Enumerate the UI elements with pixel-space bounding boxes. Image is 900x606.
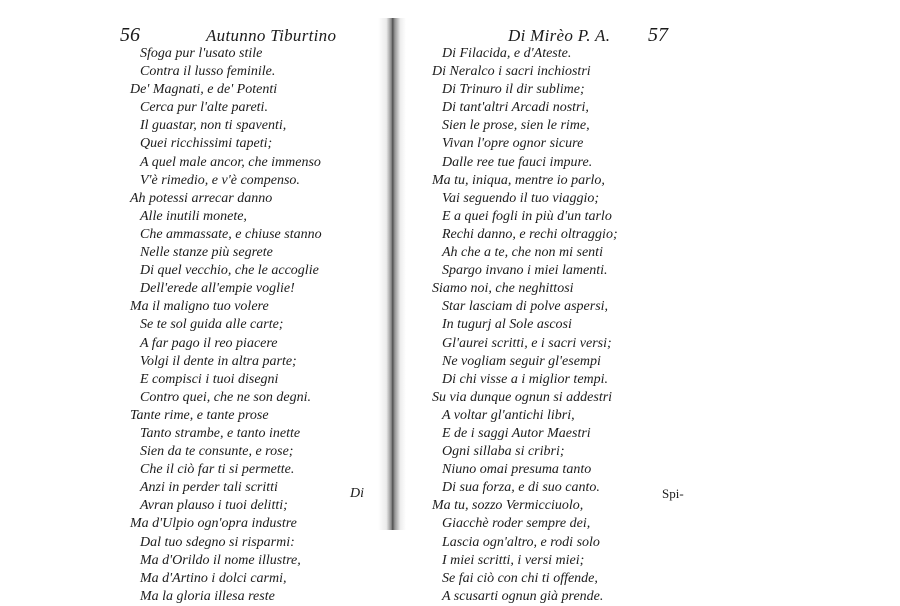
verse-line: Ma tu, iniqua, mentre io parlo, [432,172,605,188]
verse-line: E de i saggi Autor Maestri [442,425,591,441]
left-catchword: Di [350,486,364,501]
verse-line: Se fai ciò con chi ti offende, [442,570,598,586]
verse-line: Su via dunque ognun si addestri [432,389,613,405]
verse-line: In tugurj al Sole ascosi [442,317,572,333]
verse-line: Sien da te consunte, e rose; [140,444,294,460]
verse-line: A quel male ancor, che immenso [140,154,321,170]
verse-line: E a quei fogli in più d'un tarlo [442,208,612,224]
left-page-number: 56 [120,24,140,46]
verse-line: Di Neralco i sacri inchiostri [432,64,591,80]
verse-line: E compisci i tuoi disegni [140,371,279,387]
verse-line: Sien le prose, sien le rime, [442,118,590,134]
verse-line: Contra il lusso feminile. [140,64,276,80]
verse-line: Ah potessi arrecar danno [130,190,273,206]
verse-line: Di quel vecchio, che le accoglie [140,263,319,279]
verse-line: Sfoga pur l'usato stile [140,46,263,61]
left-running-head: Autunno Tiburtino [206,26,337,45]
verse-line: Lascia ogn'altro, e rodi solo [442,534,600,550]
verse-line: Il guastar, non ti spaventi, [140,118,287,134]
right-running-head: Di Mirèo P. A. [508,26,611,45]
verse-line: Dalle ree tue fauci impure. [442,154,593,170]
right-catchword: Spi- [662,486,684,501]
verse-line: Anzi in perder tali scritti [140,480,278,496]
verse-line: Ah che a te, che non mi senti [442,245,603,261]
right-verse-list [432,45,682,606]
verse-line: Niuno omai presuma tanto [442,462,592,478]
verse-line: Alle inutili monete, [140,208,247,224]
verse-line: Ma il maligno tuo volere [130,299,269,315]
verse-line: Giacchè roder sempre dei, [442,516,591,532]
verse-line: Ma d'Orildo il nome illustre, [140,552,301,568]
verse-line: Di tant'altri Arcadi nostri, [442,100,589,116]
verse-line: Ma d'Ulpio ogn'opra industre [130,516,297,532]
verse-line: Dell'erede all'empie voglie! [140,281,295,297]
verse-line: Ma tu, sozzo Vermicciuolo, [432,498,584,514]
verse-line: A voltar gl'antichi libri, [442,407,575,423]
verse-line: A scusarti ognun già prende. [442,588,604,604]
verse-line: Ne vogliam seguir gl'esempi [442,353,601,369]
verse-line: Di Trinuro il dir sublime; [442,82,585,98]
verse-line: Di chi visse a i miglior tempi. [442,371,609,387]
verse-line: Vai seguendo il tuo viaggio; [442,190,600,206]
verse-line: Cerca pur l'alte pareti. [140,100,268,116]
book-gutter [378,18,406,530]
verse-line: Se te sol guida alle carte; [140,317,284,333]
verse-line: Che ammassate, e chiuse stanno [140,226,322,242]
verse-line: Star lasciam di polve aspersi, [442,299,609,315]
verse-line: Nelle stanze più segrete [140,245,273,261]
verse-line: Di Filacida, e d'Ateste. [442,46,572,61]
verse-line: Dal tuo sdegno si risparmi: [140,534,295,550]
verse-line: A far pago il reo piacere [140,335,278,351]
verse-line: De' Magnati, e de' Potenti [130,82,278,98]
verse-line: Gl'aurei scritti, e i sacri versi; [442,335,612,351]
right-page-number: 57 [648,24,668,46]
verse-line: Che il ciò far ti si permette. [140,462,295,478]
verse-line: I miei scritti, i versi miei; [442,552,585,568]
verse-line: Rechi danno, e rechi oltraggio; [442,226,618,242]
verse-line: Ogni sillaba si cribri; [442,444,565,460]
verse-line: Tante rime, e tante prose [130,407,269,423]
verse-line: Ma d'Artino i dolci carmi, [140,570,287,586]
verse-line: Contro quei, che ne son degni. [140,389,311,405]
verse-line: Volgi il dente in altra parte; [140,353,297,369]
verse-line: Siamo noi, che neghittosi [432,281,574,297]
verse-line: Tanto strambe, e tanto inette [140,425,301,441]
verse-line: Vivan l'opre ognor sicure [442,136,584,152]
left-verse-list [130,45,370,606]
verse-line: Ma la gloria illesa reste [140,588,275,604]
verse-line: Avran plauso i tuoi delitti; [140,498,288,514]
verse-line: Spargo invano i miei lamenti. [442,263,608,279]
verse-line: Di sua forza, e di suo canto. [442,480,600,496]
verse-line: Quei ricchissimi tapeti; [140,136,273,152]
verse-line: V'è rimedio, e v'è compenso. [140,172,300,188]
